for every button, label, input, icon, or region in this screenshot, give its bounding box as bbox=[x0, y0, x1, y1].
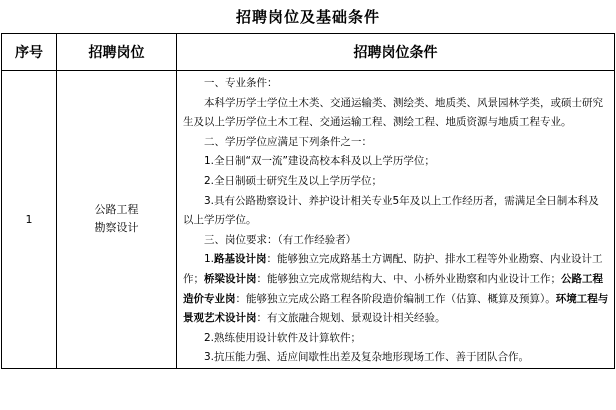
conditions-cell bbox=[177, 71, 615, 369]
position-cell bbox=[57, 71, 177, 369]
cost-engineering-role: 公路工程造价专业岗 bbox=[183, 272, 603, 305]
table-header-row bbox=[2, 34, 615, 71]
major-section-title: 一、专业条件： bbox=[204, 77, 278, 89]
landscape-design-role: 环境工程与景观艺术设计岗 bbox=[183, 292, 609, 325]
bridge-design-role: 桥梁设计岗 bbox=[204, 272, 257, 285]
header-serial-no: 序号 bbox=[2, 34, 57, 71]
education-item-3: 3.具有公路勘察设计、养护设计相关专业5年及以上工作经历者，需满足全日制本科及以上学历学位。 bbox=[183, 194, 599, 227]
education-item-2: 2.全日制硕士研究生及以上学历学位； bbox=[204, 174, 383, 187]
position-name-line2: 勘察设计 bbox=[94, 221, 139, 235]
serial-no-cell: 1 bbox=[2, 71, 57, 369]
job-requirement-1 bbox=[183, 250, 609, 328]
roadbed-design-role: 路基设计岗 bbox=[214, 253, 267, 266]
landscape-design-desc: ：有文旅融合规划、景观设计相关经验。 bbox=[256, 312, 446, 325]
job-requirement-3: 3.抗压能力强、适应间歇性出差及复杂地形现场工作、善于团队合作。 bbox=[204, 351, 530, 364]
position-name-line1: 公路工程 bbox=[94, 203, 139, 217]
job-requirement-2: 2.熟练使用设计软件及计算软件； bbox=[204, 331, 362, 344]
bridge-design-desc: ：能够独立完成常规结构大、中、小桥外业勘察和内业设计工作； bbox=[256, 272, 561, 285]
education-section-title: 二、学历学位应满足下列条件之一： bbox=[204, 135, 372, 148]
roadbed-design-desc: ：能够独立完成路基土方调配、防护、排水工程等外业勘察、内业设计工作； bbox=[183, 253, 603, 285]
job-requirement-1-prefix: 1. bbox=[204, 253, 215, 266]
header-position: 招聘岗位 bbox=[57, 34, 177, 71]
major-requirements-text: 本科学历学士学位土木类、交通运输类、测绘类、地质类、风景园林学类，或硕士研究生及以上学历学位土木工程、交通运输工程、测绘工程、地质资源与地质工程专业。 bbox=[183, 96, 603, 129]
document-title: 招聘岗位及基础条件 bbox=[235, 8, 380, 26]
header-conditions: 招聘岗位条件 bbox=[177, 34, 615, 71]
recruitment-table bbox=[1, 33, 615, 369]
education-item-1: 1.全日制“双一流”建设高校本科及以上学历学位； bbox=[204, 155, 435, 168]
job-requirements-title: 三、岗位要求：（有工作经验者） bbox=[204, 233, 357, 246]
table-row bbox=[2, 71, 615, 369]
cost-engineering-desc: ：能够独立完成公路工程各阶段造价编制工作（估算、概算及预算）。 bbox=[235, 292, 556, 305]
